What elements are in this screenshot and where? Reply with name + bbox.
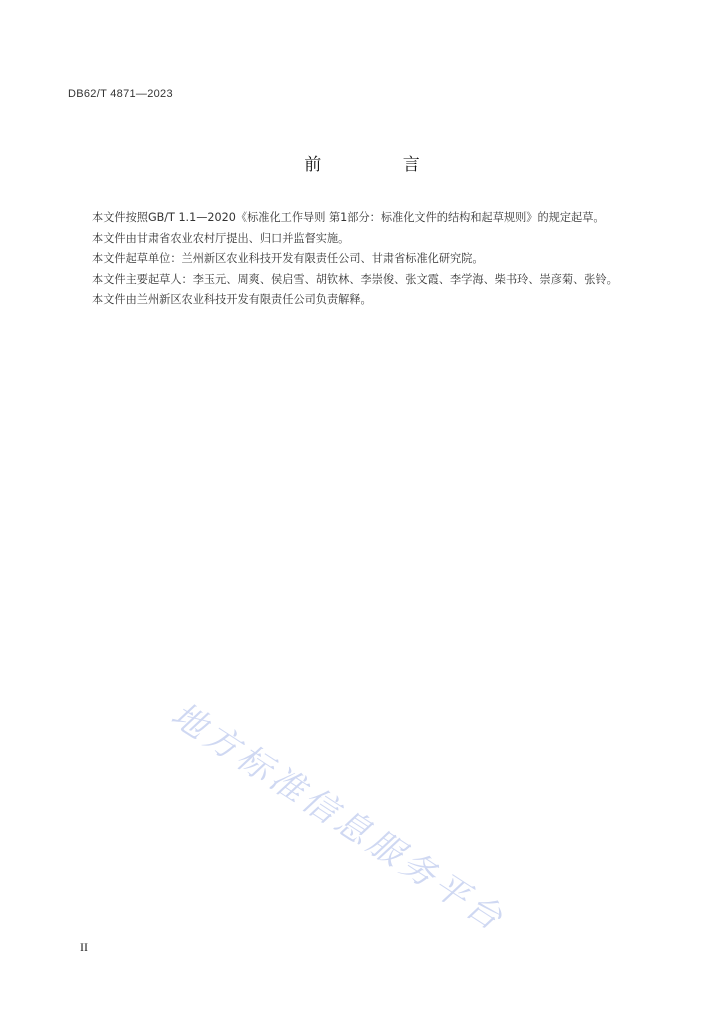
standard-code: DB62/T 4871—2023 bbox=[68, 88, 173, 100]
paragraph-interpretation: 本文件由兰州新区农业科技开发有限责任公司负责解释。 bbox=[92, 293, 372, 307]
paragraph-drafting-units: 本文件起草单位：兰州新区农业科技开发有限责任公司、甘肃省标准化研究院。 bbox=[92, 252, 484, 266]
page-number: II bbox=[80, 940, 88, 954]
paragraph-drafters: 本文件主要起草人：李玉元、周爽、侯启雪、胡钦林、李崇俊、张文霞、李学海、柴书玲、崇彦菊、张铃。 bbox=[92, 272, 618, 286]
paragraph-drafting-rules: 本文件按照GB/T 1.1—2020《标准化工作导则 第1部分：标准化文件的结构和起草规则》的规定起草。 bbox=[92, 211, 605, 224]
watermark: 地方标准信息服务平台 bbox=[163, 694, 513, 941]
foreword-body bbox=[68, 208, 648, 311]
paragraph-proposer: 本文件由甘肃省农业农村厅提出、归口并监督实施。 bbox=[92, 231, 350, 245]
section-title: 前 言 bbox=[304, 155, 458, 175]
